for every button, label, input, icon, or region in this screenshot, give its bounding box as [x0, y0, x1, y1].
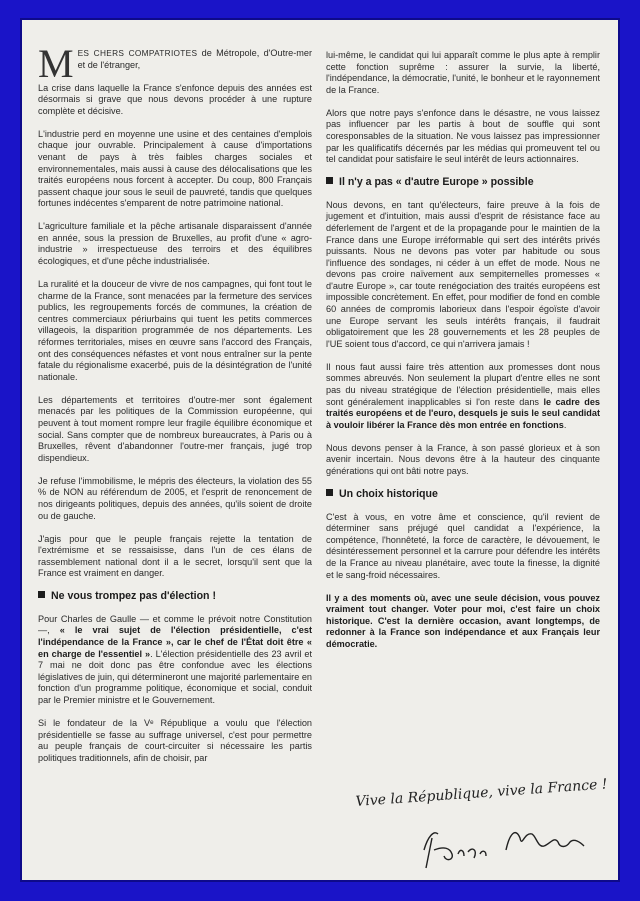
salutation-caps: ES CHERS COMPATRIOTES: [77, 48, 198, 58]
paragraph: Nous devons penser à la France, à son passé glorieux et à son avenir incertain. Nous devons être à la hauteur des cinquante générations qui ont bâti notre pays.: [326, 442, 600, 476]
salutation-rest: de Métropole, d'Outre-mer et de l'étranger,: [77, 48, 312, 70]
square-bullet-icon: [326, 489, 333, 496]
paragraph: J'agis pour que le peuple français rejette la tentation de l'extrémisme et se ressaisisse, dans l'un de ces élans de rassemblement national dont il a le secret, lorsqu'il sent que la France est vraiment en danger.: [38, 533, 312, 579]
salutation: [38, 41, 312, 86]
paragraph: L'industrie perd en moyenne une usine et des centaines d'emplois chaque jour ouvrable. Principalement à cause d'importations venant de pays à très faibles charges sociales et environnementales, mais aussi à cause des délocalisations que les traités européens nous forcent à accepter. Du coup, 800 Français passent chaque jour sous le seuil de pauvreté, tandis que quelques fortunes indécentes s'emparent de notre patrimoine national.: [38, 128, 312, 209]
closing-paragraph: Il y a des moments où, avec une seule décision, vous pouvez vraiment tout changer. Voter pour moi, c'est faire un choix historique. C'est la dernière occasion, avant longtemps, de redonner à la France son indépendance et aux Français leur démocratie.: [326, 592, 600, 649]
paragraph: Si le fondateur de la Vᵉ République a voulu que l'élection présidentielle se fasse au suffrage universel, c'est pour permettre au peuple français de court-circuiter si nécessaire les partis politiques traditionnels, afin de choisir, par: [38, 718, 312, 763]
paragraph: Les départements et territoires d'outre-mer sont également menacés par les politiques de la Commission européenne, qui peuvent à tout moment rompre leur fragile équilibre économique et social. Sans compter que de nombreux bureaucrates, à Paris ou à Bruxelles, rêvent d'abandonner l'outre-mer français, jugé trop dispendieux.: [38, 394, 312, 463]
left-column: [38, 41, 312, 776]
paragraph: Pour Charles de Gaulle — et comme le prévoit notre Constitution —, « le vrai sujet de l'élection présidentielle, c'est l'indépendance de la France », car le chef de l'État doit être « en charge de l'essentiel ». L'élection présidentielle des 23 avril et 7 mai ne doit donc pas être confondue avec les élections législatives de juin, qui détermineront une majorité parlementaire en fonction d'un programme politique, économique et social, conduit par le Premier ministre et le Gouvernement.: [38, 613, 312, 706]
handwritten-closing: Vive la République, vive la France !: [355, 776, 608, 810]
square-bullet-icon: [38, 591, 45, 598]
right-column: [326, 50, 600, 662]
signature-icon: [354, 788, 604, 878]
paragraph: Alors que notre pays s'enfonce dans le désastre, ne vous laissez pas influencer par les partis à bout de souffle qui sont coresponsables de la situation. Ne vous laissez pas impressionner par les qualificatifs décernés par les médias qui promeuvent tel ou tel candidat pour satisfaire le seul intérêt de leurs actionnaires.: [326, 107, 600, 165]
paragraph: La crise dans laquelle la France s'enfonce depuis des années est désormais si grave que nous devons procéder à une rupture complète et décisive.: [38, 82, 312, 116]
paragraph: Il nous faut aussi faire très attention aux promesses dont nous sommes abreuvés. Non seulement la plupart d'entre elles ne sont pas du niveau stratégique de l'élection présidentielle, mais elles sont généralement inapplicables si l'on reste dans le cadre des traités européens et de l'euro, desquels je suis le seul candidat à vouloir libérer la France dès mon entrée en fonctions.: [326, 361, 600, 430]
square-bullet-icon: [326, 177, 333, 184]
section-heading: Il n'y a pas « d'autre Europe » possible: [326, 177, 600, 189]
dropcap-letter: M: [38, 41, 74, 86]
section-heading: Ne vous trompez pas d'élection !: [38, 591, 312, 603]
paragraph: L'agriculture familiale et la pêche artisanale disparaissent d'année en année, sous la pression de Bruxelles, au profit d'une « agro-industrie » irrespectueuse des terroirs et des équilibres écologiques, et d'une pêche industrialisée.: [38, 221, 312, 267]
section-heading: Un choix historique: [326, 489, 600, 501]
signature-image: [354, 788, 604, 878]
paragraph: C'est à vous, en votre âme et conscience, qu'il revient de déterminer sans préjugé quel candidat a l'expérience, la compétence, l'honnêteté, la force de caractère, le dévouement, le désintéressement personnel et la carrure pour défendre les intérêts de la France au niveau planétaire, avec toute la finesse, la dignité et le sang-froid nécessaires.: [326, 511, 600, 580]
paragraph: lui-même, le candidat qui lui apparaît comme le plus apte à remplir cette fonction suprême : assurer la survie, la liberté, l'indépendance, la démocratie, l'unité, le bonheur et le rayonnement de la France.: [326, 50, 600, 95]
paragraph: Nous devons, en tant qu'électeurs, faire preuve à la fois de jugement et d'intuition, mais aussi d'esprit de résistance face au déferlement de l'argent et de la propagande pour le maintien de la France dans une Europe irréformable qui sert des intérêts privés puissants. Nous ne devons pas voter par habitude ou sous l'influence des sondages, ni céder à un effet de mode. Nous ne devons pas croire naïvement aux sempiternelles promesses « d'autre Europe », car toute renégociation des traités européens est impossible concrètement. En effet, pour modifier de fond en comble 60 années de compromis laborieux dans l'espoir égoïste d'avoir une Europe servant les seuls intérêts français, il faudrait obligatoirement que les 28 gouvernements et les 28 peuples de l'UE soient tous d'accord, ce qui n'arrivera jamais !: [326, 199, 600, 349]
paragraph: La ruralité et la douceur de vivre de nos campagnes, qui font tout le charme de la France, sont menacées par la fermeture des services publics, les regroupements forcés de communes, la création de centres commerciaux périurbains qui tuent les petits commerces villageois, la disparition programmée de nos départements. Les réformes territoriales, mises en œuvre sans l'accord des Français, ont des conséquences néfastes et vont nous entraîner sur la pente fatale du régionalisme exacerbé, puis de la désintégration de l'unité nationale.: [38, 279, 312, 382]
leaflet-page: [20, 18, 620, 882]
paragraph: Je refuse l'immobilisme, le mépris des électeurs, la violation des 55 % de NON au référendum de 2005, et l'esprit de renoncement de nos dirigeants politiques, depuis des années, qu'ils soient de droite ou de gauche.: [38, 475, 312, 521]
